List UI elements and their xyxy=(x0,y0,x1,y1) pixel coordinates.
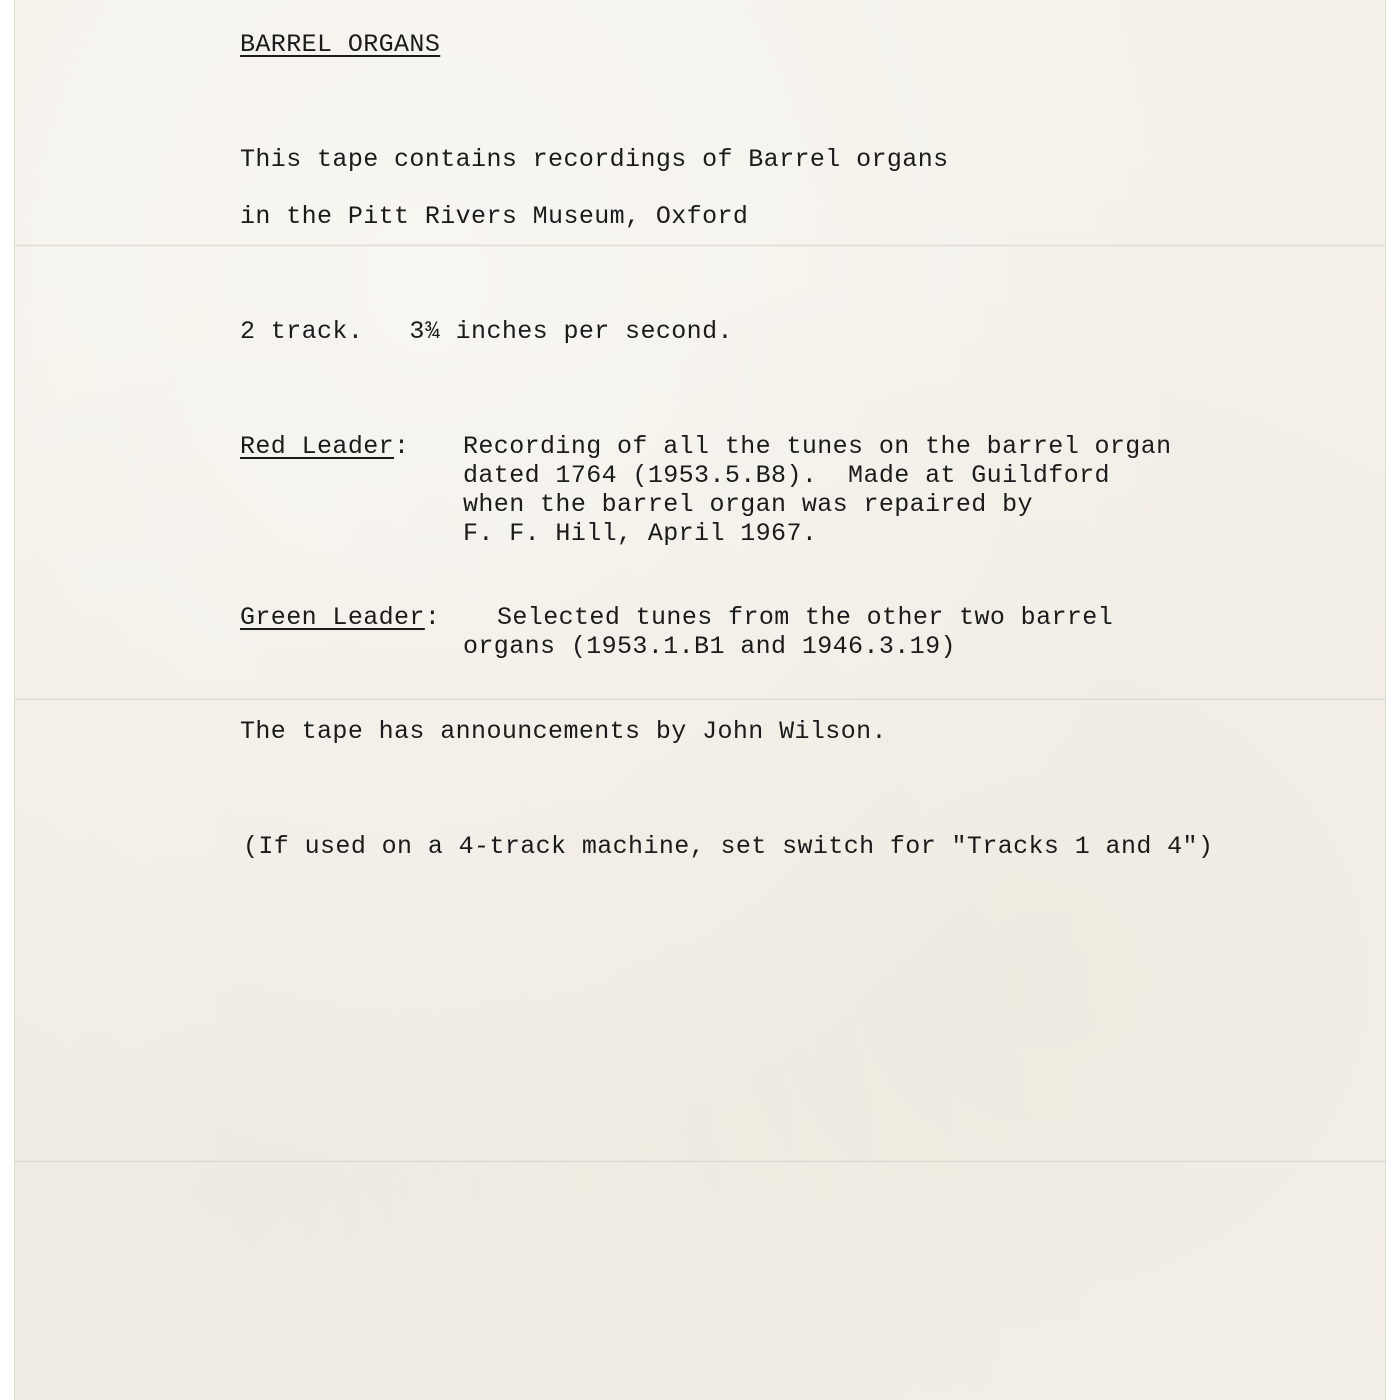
four-track-note: (If used on a 4-track machine, set switch for "Tracks 1 and 4") xyxy=(243,832,1214,861)
announcements-line: The tape has announcements by John Wilson. xyxy=(240,717,887,746)
paper-fold-line xyxy=(14,698,1386,701)
red-leader-description xyxy=(463,432,1172,548)
red-leader-heading xyxy=(240,432,409,461)
green-leader-description-first xyxy=(497,603,1113,632)
red-leader-line: dated 1764 (1953.5.B8). Made at Guildford xyxy=(463,461,1110,490)
green-leader-colon: : xyxy=(424,603,441,632)
paper-fold-line xyxy=(14,244,1386,247)
red-leader-line: when the barrel organ was repaired by xyxy=(463,490,1033,519)
green-leader-description-rest xyxy=(463,632,956,661)
green-leader-label: Green Leader xyxy=(240,603,425,632)
green-leader-line: Selected tunes from the other two barrel xyxy=(497,603,1114,632)
red-leader-label: Red Leader xyxy=(240,432,395,461)
red-leader-line: F. F. Hill, April 1967. xyxy=(463,519,818,548)
green-leader-heading xyxy=(240,603,440,632)
red-leader-line: Recording of all the tunes on the barrel organ xyxy=(463,432,1172,461)
green-leader-line: organs (1953.1.B1 and 1946.3.19) xyxy=(463,632,956,661)
red-leader-colon: : xyxy=(394,432,410,461)
paper-fold-line xyxy=(14,1160,1386,1163)
intro-line-2: in the Pitt Rivers Museum, Oxford xyxy=(240,202,749,231)
intro-line-1: This tape contains recordings of Barrel organs xyxy=(240,145,949,174)
tape-format-line: 2 track. 3¾ inches per second. xyxy=(240,317,733,346)
document-title: BARREL ORGANS xyxy=(240,30,441,59)
